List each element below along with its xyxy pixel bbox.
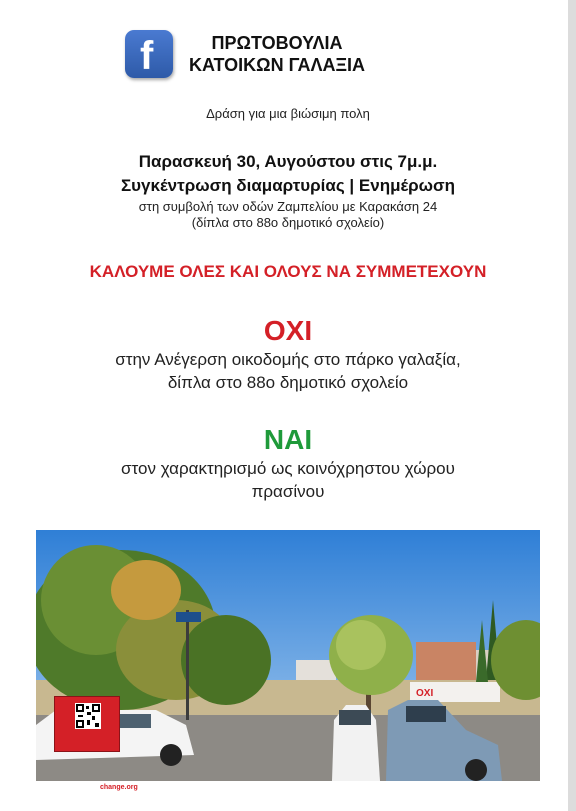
- org-name-line2: ΚΑΤΟΙΚΩΝ ΓΑΛΑΞΙΑ: [189, 55, 366, 75]
- no-text-line2: δίπλα στο 88ο δημοτικό σχολείο: [167, 373, 409, 392]
- change-org-logo[interactable]: change.org: [100, 784, 138, 791]
- event-location-note: (δίπλα στο 88ο δημοτικό σχολείο): [191, 215, 385, 230]
- event-type: Συγκέντρωση διαμαρτυρίας | Ενημέρωση: [120, 176, 456, 195]
- facebook-icon[interactable]: [125, 30, 173, 78]
- event-date: Παρασκευή 30, Αυγούστου στις 7μ.μ.: [138, 152, 438, 171]
- organization-name: [189, 32, 365, 76]
- no-text-line1: στην Ανέγερση οικοδομής στο πάρκο γαλαξία,: [115, 350, 461, 369]
- photo-banner-text: ΟΧΙ: [416, 688, 434, 699]
- event-location: στη συμβολή των οδών Ζαμπελίου με Καρακάση 24: [138, 199, 438, 214]
- yes-text-line2: πρασίνου: [251, 482, 325, 501]
- facebook-glyph: f: [140, 34, 154, 78]
- petition-qr-sign[interactable]: [54, 696, 120, 752]
- no-heading: ΟΧΙ: [263, 315, 313, 346]
- header: [125, 30, 365, 78]
- slogan: Δράση για μια βιώσιμη πολη: [206, 106, 370, 121]
- call-to-action: ΚΑΛΟΥΜΕ ΟΛΕΣ ΚΑΙ ΟΛΟΥΣ ΝΑ ΣΥΜΜΕΤΕΧΟΥΝ: [89, 262, 487, 281]
- org-name-line1: ΠΡΩΤΟΒΟΥΛΙΑ: [211, 33, 343, 53]
- qr-code-icon[interactable]: [75, 703, 101, 729]
- yes-text-line1: στον χαρακτηρισμό ως κοινόχρηστου χώρου: [121, 459, 455, 478]
- yes-heading: ΝΑΙ: [263, 424, 313, 455]
